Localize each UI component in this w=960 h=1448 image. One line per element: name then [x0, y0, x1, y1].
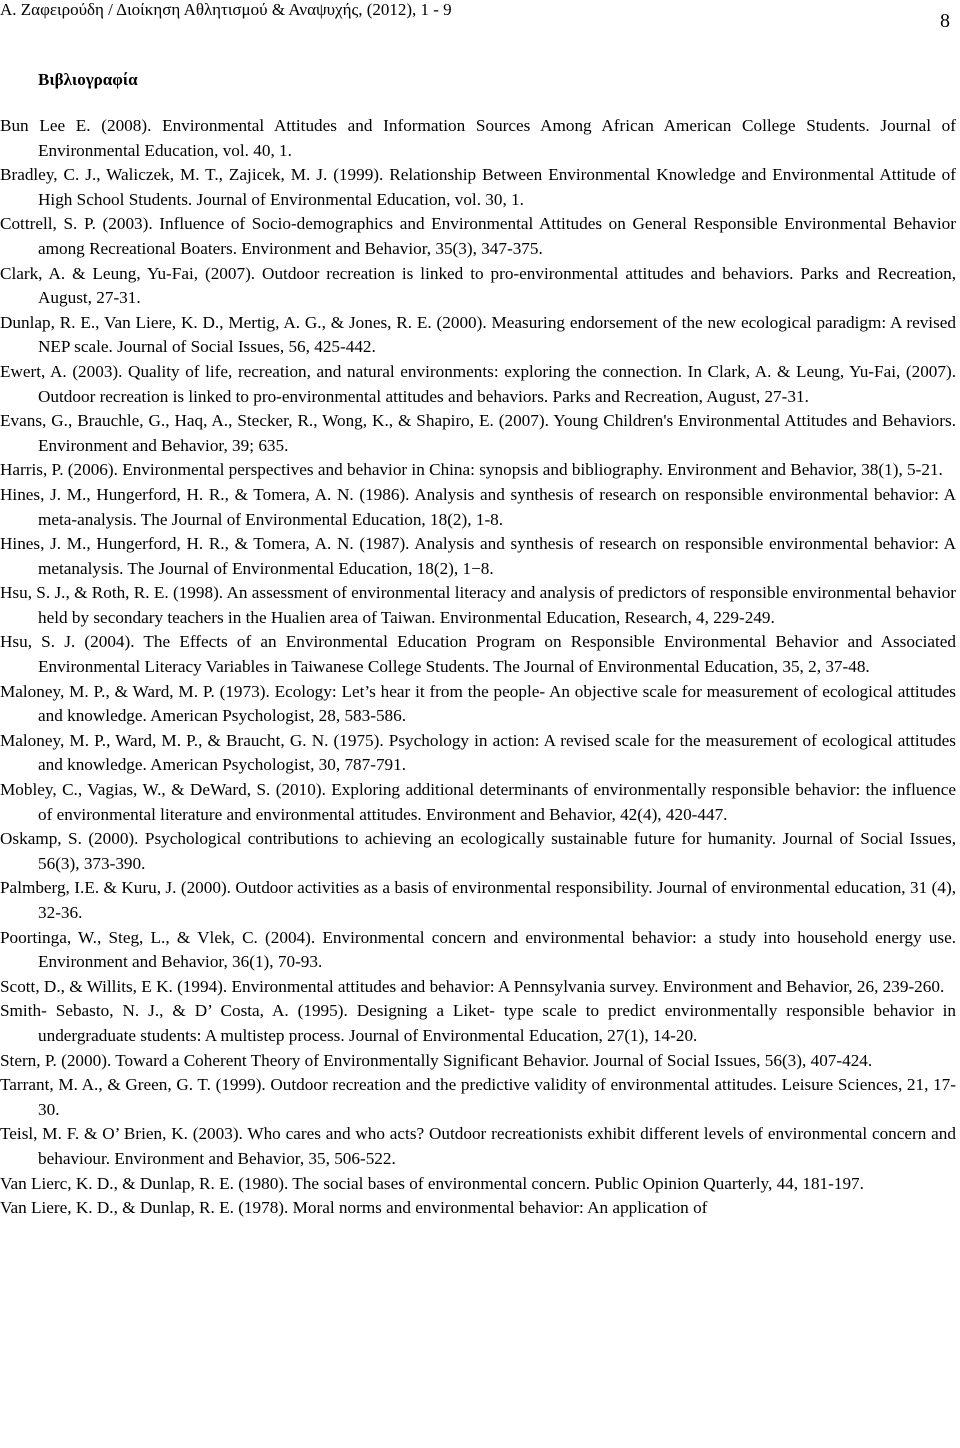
reference-entry: Cottrell, S. P. (2003). Influence of Socio-demographics and Environmental Attitudes on General Responsible Environmental Behavior among Recreational Boaters. Environment and Behavior, 35(3), 347-375.: [0, 214, 956, 258]
reference-entry: Palmberg, I.E. & Kuru, J. (2000). Outdoor activities as a basis of environmental responsibility. Journal of environmental education, 31 (4), 32-36.: [0, 878, 956, 922]
reference-entry: Dunlap, R. E., Van Liere, K. D., Mertig, A. G., & Jones, R. E. (2000). Measuring endorsement of the new ecological paradigm: A revised NEP scale. Journal of Social Issues, 56, 425-442.: [0, 312, 956, 357]
reference-list: [0, 114, 956, 1221]
reference-entry: Stern, P. (2000). Toward a Coherent Theory of Environmentally Significant Behavior. Journal of Social Issues, 56(3), 407-424.: [0, 1050, 873, 1070]
reference-entry: Hsu, S. J. (2004). The Effects of an Environmental Education Program on Responsible Environmental Behavior and Associated Environmental Literacy Variables in Taiwanese College Students. The Journal of Environmental Education, 35, 2, 37-48.: [0, 632, 956, 677]
reference-entry: Clark, A. & Leung, Yu-Fai, (2007). Outdoor recreation is linked to pro-environmental attitudes and behaviors. Parks and Recreation, August, 27-31.: [0, 263, 956, 308]
page-number: 8: [940, 10, 950, 32]
reference-entry: Bun Lee E. (2008). Environmental Attitudes and Information Sources Among African American College Students. Journal of Environmental Education, vol. 40, 1.: [0, 116, 956, 160]
reference-entry: Bradley, C. J., Waliczek, M. T., Zajicek, M. J. (1999). Relationship Between Environmental Knowledge and Environmental Attitude of High School Students. Journal of Environmental Education, vol. 30, 1.: [0, 165, 956, 209]
reference-entry: Hsu, S. J., & Roth, R. E. (1998). An assessment of environmental literacy and analysis of predictors of responsible environmental behavior held by secondary teachers in the Hualien area of Taiwan. Environmental Education, Research, 4, 229-249.: [0, 583, 956, 627]
running-header: A. Ζαφειρούδη / Διοίκηση Αθλητισμού & Αναψυχής, (2012), 1 - 9: [0, 0, 452, 19]
reference-entry: Oskamp, S. (2000). Psychological contributions to achieving an ecologically sustainable future for humanity. Journal of Social Issues, 56(3), 373-390.: [0, 829, 956, 873]
reference-entry: Van Liere, K. D., & Dunlap, R. E. (1978). Moral norms and environmental behavior: An application of: [0, 1198, 708, 1218]
reference-entry: Ewert, A. (2003). Quality of life, recreation, and natural environments: exploring the connection. In Clark, A. & Leung, Yu-Fai, (2007). Outdoor recreation is linked to pro-environmental attitudes and behaviors. Parks and Recreation, August, 27-31.: [0, 361, 956, 406]
reference-entry: Harris, P. (2006). Environmental perspectives and behavior in China: synopsis and bibliography. Environment and Behavior, 38(1), 5-21.: [0, 460, 943, 480]
reference-entry: Maloney, M. P., Ward, M. P., & Braucht, G. N. (1975). Psychology in action: A revised scale for the measurement of ecological attitudes and knowledge. American Psychologist, 30, 787-791.: [0, 730, 956, 775]
reference-entry: Evans, G., Brauchle, G., Haq, A., Stecker, R., Wong, K., & Shapiro, E. (2007). Young Children's Environmental Attitudes and Behaviors. Environment and Behavior, 39; 635.: [0, 411, 956, 455]
section-title: Βιβλιογραφία: [38, 70, 138, 89]
reference-entry: Poortinga, W., Steg, L., & Vlek, C. (2004). Environmental concern and environmental behavior: a study into household energy use. Environment and Behavior, 36(1), 70-93.: [0, 927, 956, 972]
reference-entry: Hines, J. M., Hungerford, H. R., & Tomera, A. N. (1987). Analysis and synthesis of research on responsible environmental behavior: A metanalysis. The Journal of Environmental Education, 18(2), 1−8.: [0, 534, 956, 578]
reference-entry: Hines, J. M., Hungerford, H. R., & Tomera, A. N. (1986). Analysis and synthesis of research on responsible environmental behavior: A meta-analysis. The Journal of Environmental Education, 18(2), 1-8.: [0, 484, 956, 529]
reference-entry: Teisl, M. F. & O’ Brien, K. (2003). Who cares and who acts? Outdoor recreationists exhibit different levels of environmental concern and behaviour. Environment and Behavior, 35, 506-522.: [0, 1124, 956, 1168]
reference-entry: Scott, D., & Willits, E K. (1994). Environmental attitudes and behavior: A Pennsylvania survey. Environment and Behavior, 26, 239-260.: [0, 976, 945, 996]
reference-entry: Tarrant, M. A., & Green, G. T. (1999). Outdoor recreation and the predictive validity of environmental attitudes. Leisure Sciences, 21, 17-30.: [0, 1075, 956, 1119]
reference-entry: Maloney, M. P., & Ward, M. P. (1973). Ecology: Let’s hear it from the people- An objective scale for measurement of ecological attitudes and knowledge. American Psychologist, 28, 583-586.: [0, 681, 956, 726]
reference-entry: Smith- Sebasto, N. J., & D’ Costa, A. (1995). Designing a Liket- type scale to predict environmentally responsible behavior in undergraduate students: A multistep process. Journal of Environmental Education, 27(1), 14-20.: [0, 1001, 956, 1045]
reference-entry: Van Lierc, K. D., & Dunlap, R. E. (1980). The social bases of environmental concern. Public Opinion Quarterly, 44, 181-197.: [0, 1173, 864, 1193]
reference-entry: Mobley, C., Vagias, W., & DeWard, S. (2010). Exploring additional determinants of environmentally responsible behavior: the influence of environmental literature and environmental attitudes. Environment and Behavior, 42(4), 420-447.: [0, 780, 956, 824]
